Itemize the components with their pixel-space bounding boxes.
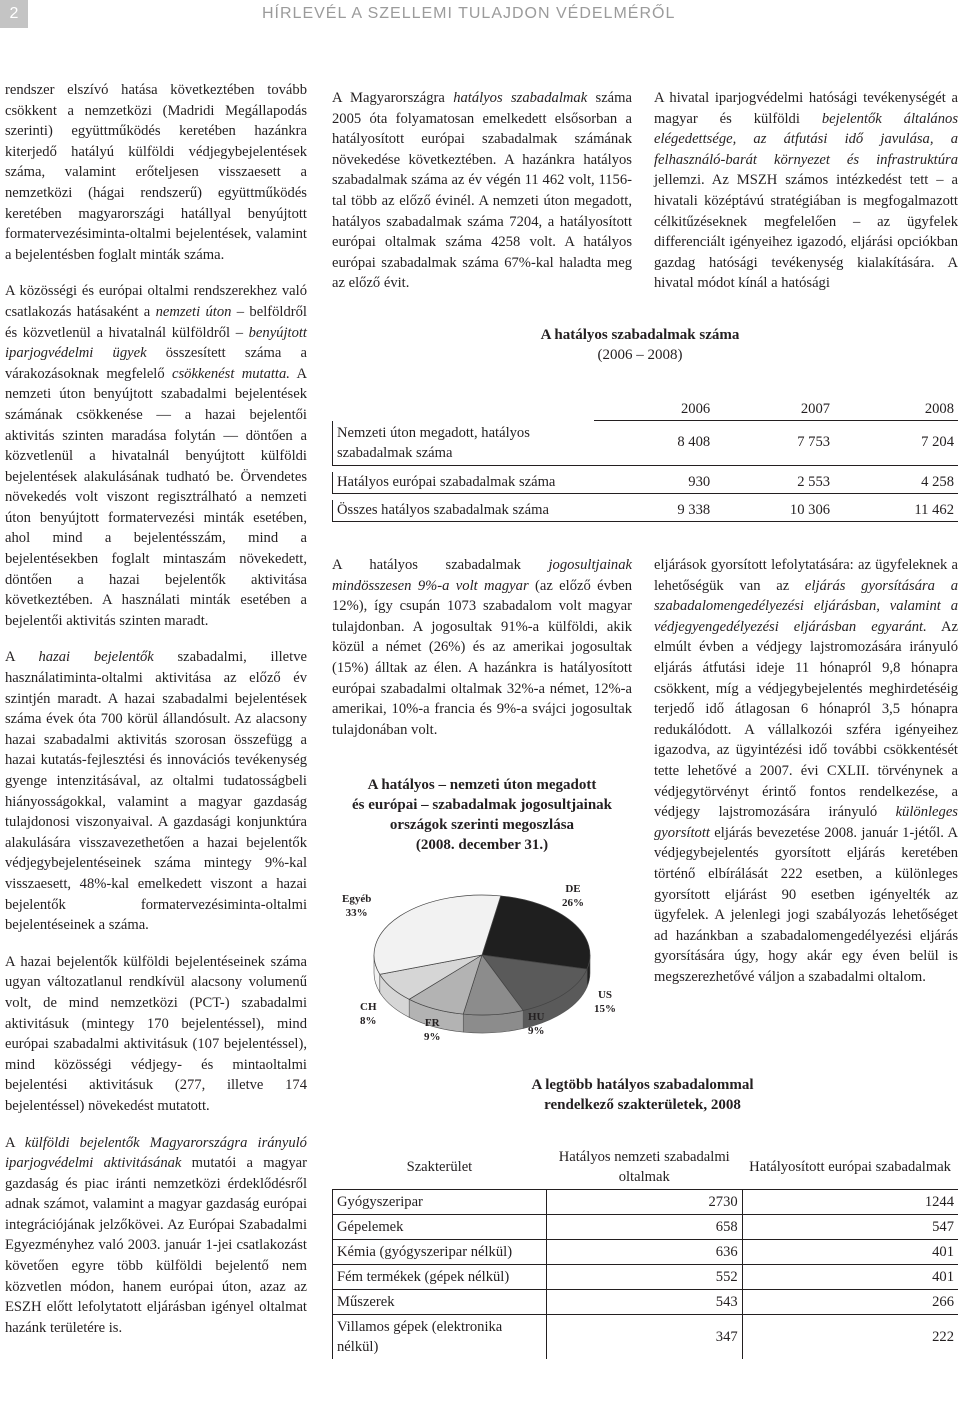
row-label: Összes hatályos szabadalmak száma <box>333 500 595 522</box>
paragraph: A közösségi és európai oltalmi rendszerekhez való csatlakozás hatásaként a nemzeti úton – belföldről és közvetlenül a hivatalnál külföldről – benyújtott iparjogvédelmi ügyek összesített száma a várakozásoknak megfelelő csökkenést mutatta. A nemzeti úton benyújtott szabadalmi bejelentések számának csökkenése — a hazai bejelentői aktivitás szinten maradása folytán — döntően a közvetlenül a hivatalnál benyújtott külföldi bejelentések alakulásának tudható be. Örvendetes növekedés volt viszont regisztrálható a nemzeti úton benyújtott formatervezési minták esetében, ahol mind a bejelentésszám, mind a bejelentésekben foglalt mintaszám növekedett, döntően a hazai bejelentők aktivitása következtében. A használati minták esetében a bejelentői aktivitás szinten maradt. <box>5 283 308 629</box>
table-row: Gépelemek 658 547 <box>333 1215 959 1240</box>
paragraph: A hazai bejelentők szabadalmi, illetve használatiminta-oltalmi aktivitása az előző év szintjén maradt. A hazai szabadalmi bejelentések száma évek óta 700 körül állandósult. Az alacsony hazai szabadalmi aktivitás szorosan összefügg a hazai kutatás-fejlesztési és innovációs tevékenység gyenge intenzitásával, az oltalmi tudatosságbeli hiányosságokkal, valamint a magyar gazdaság tulajdonosi viszonyaival. A gazdasági konjunktúra alakulására visszavezethetően a hazai bejelentők védjegybejelentéseinek száma mintegy 9%-kal visszaesett, 48%-kal emelkedett viszont a hazai bejelentők formatervezésiminta-oltalmi bejelentéseinek a száma. <box>5 649 307 934</box>
pie-label-de: DE 26% <box>562 883 584 909</box>
year-header: 2006 <box>594 395 714 421</box>
table1-title: A hatályos szabadalmak száma (2006 – 2008) <box>540 327 740 363</box>
table-header-row <box>333 1145 959 1190</box>
column-middle-top <box>332 88 632 294</box>
paragraph: A külföldi bejelentők Magyarországra irányuló iparjogvédelmi aktivitásának mutatói a magyar gazdaság és piac iránti nemzetközi érdeklődésről adnak számot, valamint a magyar gazdaság európai integrációjának jelzőkövei. Az Európai Szabadalmi Egyezményhez való 2003. január 1-jei csatlakozást követően egyre több külföldi bejelentő nem közvetlen módon, hanem európai úton, azaz az ESZH előtt lefolytatott eljárásban igényel oltalmat hazánk területére is. <box>5 1134 307 1336</box>
newsletter-title: HÍRLEVÉL A SZELLEMI TULAJDON VÉDELMÉRŐL <box>262 5 676 22</box>
pie-label-hu: HU 9% <box>528 1011 545 1037</box>
paragraph: eljárások gyorsított lefolytatására: az ügyfeleknek a lehetőségük van az eljárás gyorsítására a szabadalomengedélyezési eljárásban, valamint a védjegyengedélyezési eljárásban egyaránt. Az elmúlt évben a védjegy lajstromozására irányuló eljárás átfutási ideje 11 hónapról 9,8 hónapra csökkent, míg a védjegybejelentés meghirdetéséig terjedő idő átlagosan 6 hónapról 3,5 hónapra redukálódott. A vállalkozói szféra igényeihez igazodva, az ügyintézési idő további csökkentését tette lehetővé a 2007. évi CXLII. törvénynek a védjegytörvényt érintő fontos rendelkezése, a védjegy lajstromozására irányuló különleges gyorsított eljárás bevezetése 2008. január 1-jétől. A védjegybejelentés gyorsított eljárás keretében történő elbírálását 222 esetben, a különleges gyorsított eljárást 90 esetben igényelték az ügyfelek. A jelenlegi jogi szabályozás lehetőséget ad hazánkban a szabadalomengedélyezési eljárás gyorsítására úgy, hogy akár egy éven belül is megszerezhetővé váljon a szabadalmi oltalom. <box>654 557 958 985</box>
pie-svg <box>332 860 632 1075</box>
paragraph: A hazai bejelentők külföldi bejelentéseinek száma ugyan változatlanul rendkívül alacsony volumenű volt, de mind nemzetközi (PCT-) szabadalmi aktivitásuk (mintegy 170 bejelentéssel), mind európai szabadalmi aktivitásuk (107 bejelentéssel), mind közösségi védjegy- és mintaoltalmi bejelentési aktivitásuk (277, illetve 174 bejelentéssel) növekedést mutatott. <box>5 953 307 1114</box>
page-number: 2 <box>0 0 28 28</box>
paragraph: A Magyarországra hatályos szabadalmak száma 2005 óta folyamatosan emelkedett elsősorban a hatályosított európai szabadalmak számának növekedése következtében. A hazánkra hatályos szabadalmak száma az év végén 11 462 volt, 1156-tal több az előző évinél. A nemzeti úton megadott, hatályos szabadalmak száma 7204, a hatályosított európai oltalmak száma 4258 volt. A hatályos európai szabadalmak száma 67%-kal haladta meg az előző évit. <box>332 90 632 292</box>
table-row: Nemzeti úton megadott, hatályos szabadalmak száma 8 408 7 753 7 204 <box>333 421 959 466</box>
paragraph: A hatályos szabadalmak jogosultjainak mindösszesen 9%-a volt magyar (az előző évben 12%), így csupán 1073 szabadalom volt magyar tulajdonban. A jogosultak 91%-a külföldi, akik közül a német (26%) és az amerikai jogosultak (15%) álltak az élen. A hazánkra is hatályosított európai szabadalmi oltalmak 32%-a német, 12%-a amerikai, 10%-a francia és 9%-a svájci jogosultak tulajdonában volt. <box>332 557 632 738</box>
table-row: Gyógyszeripar 2730 1244 <box>333 1190 959 1215</box>
patents-table <box>332 395 958 522</box>
pie-title: A hatályos – nemzeti úton megadott és európai – szabadalmak jogosultjainak országok szerinti megoszlása (2008. december 31.) <box>351 777 613 853</box>
table-header-row <box>333 395 959 421</box>
column-header: Hatályosított európai szabadalmak <box>749 1159 951 1175</box>
table-row: Fém termékek (gépek nélkül) 552 401 <box>333 1265 959 1290</box>
row-label: Hatályos európai szabadalmak száma <box>333 472 595 494</box>
table-row: Hatályos európai szabadalmak száma 930 2 553 4 258 <box>333 472 959 494</box>
table2-title: A legtöbb hatályos szabadalommal rendelkező szakterületek, 2008 <box>531 1077 754 1113</box>
page-header <box>0 0 960 34</box>
column-header: Hatályos nemzeti szabadalmi oltalmak <box>558 1149 730 1185</box>
column-middle-bottom <box>332 555 632 740</box>
paragraph: A hivatal iparjogvédelmi hatósági tevékenységét a magyar és külföldi bejelentők általános elégedettsége, az átfutási idő javulása, a felhasználó-barát környezet és infrastruktúra jellemzi. Az MSZH számos intézkedést tett – a hivatali középtávú stratégiában is megfogalmazott célkitűzéseknek megfelelően – az ügyfelek differenciált igényeihez igazodó, eljárási opciókban gazdag hatósági tevékenység kialakítására. A hivatal módot kínál a hatósági <box>654 90 958 292</box>
table-row: Összes hatályos szabadalmak száma 9 338 10 306 11 462 <box>333 500 959 522</box>
pie-label-fr: FR 9% <box>424 1017 441 1043</box>
year-header: 2007 <box>714 395 834 421</box>
pie-chart <box>332 860 632 1075</box>
fields-table <box>332 1145 958 1359</box>
row-label: Nemzeti úton megadott, hatályos szabadalmak száma <box>333 421 595 466</box>
table-row: Villamos gépek (elektronika nélkül) 347 222 <box>333 1315 959 1360</box>
column-right-bottom <box>654 555 958 987</box>
pie-label-egyeb: Egyéb 33% <box>342 893 372 919</box>
table-row: Műszerek 543 266 <box>333 1290 959 1315</box>
column-header: Szakterület <box>406 1159 473 1175</box>
year-header: 2008 <box>834 395 958 421</box>
paragraph: rendszer elszívó hatása következtében tovább csökkent a nemzetközi (Madridi Megállapodás szerinti) együttműködés keretében hazánkra kiterjedő hatályú külföldi védjegybejelentések száma, valamint erőteljesen visszaesett a nemzetközi (hágai rendszerű) együttműködés keretében magyarországi hatállyal benyújtott formatervezésiminta-oltalmi bejelentések, valamint a bejelentésben foglalt minták száma. <box>5 82 307 263</box>
column-right-top <box>654 88 958 294</box>
pie-label-us: US 15% <box>594 989 616 1015</box>
column-left <box>5 80 307 1338</box>
pie-label-ch: CH 8% <box>360 1001 377 1027</box>
table-row: Kémia (gyógyszeripar nélkül) 636 401 <box>333 1240 959 1265</box>
